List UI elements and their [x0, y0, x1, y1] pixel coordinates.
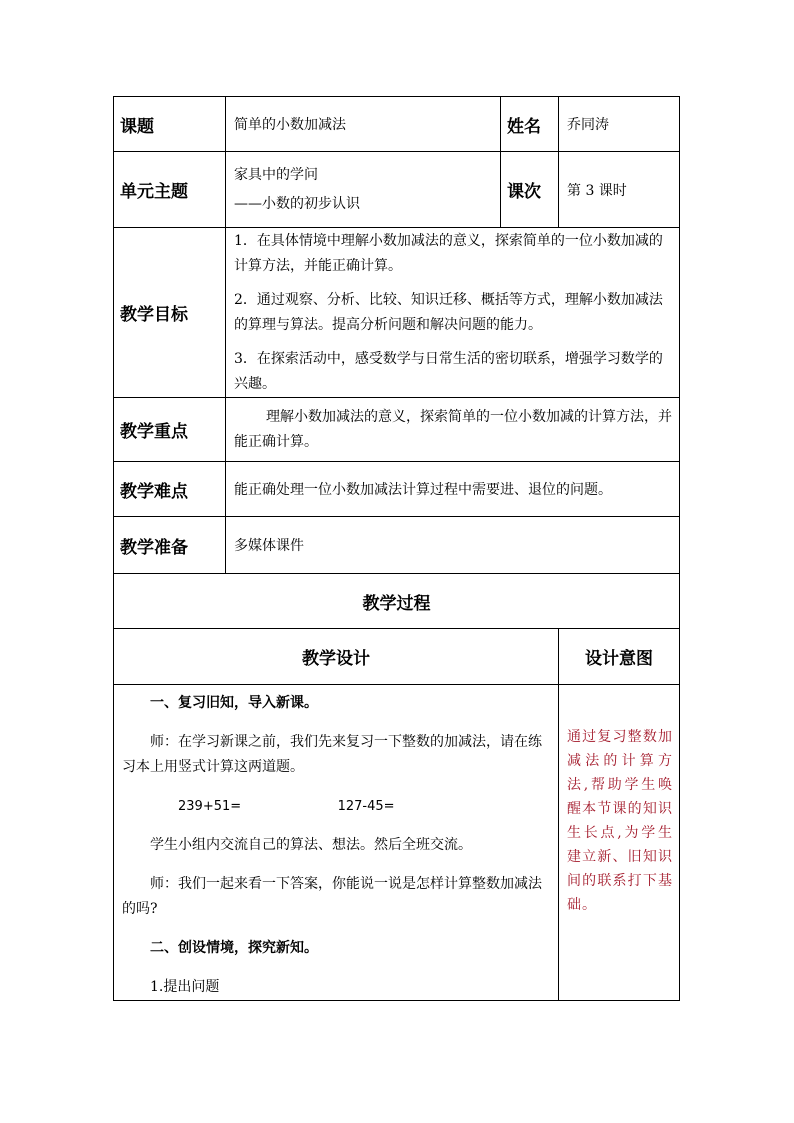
step-1-heading: 1.提出问题: [150, 979, 220, 995]
section-2-heading: 二、创设情境，探究新知。: [150, 940, 318, 956]
row-process-body: [114, 685, 680, 1001]
row-preparation: [114, 517, 680, 574]
row-unit: [114, 152, 680, 228]
lesson-label: 课次: [501, 152, 559, 228]
lesson-plan-table: [113, 96, 680, 1001]
design-content: [114, 685, 559, 1001]
process-title: 教学过程: [114, 574, 680, 629]
intent-header: 设计意图: [559, 629, 680, 685]
unit-line-2: ——小数的初步认识: [234, 195, 360, 212]
intent-note: 通过复习整数加减法的计算方法,帮助学生唤醒本节课的知识生长点,为学生建立新、旧知识间的联系打下基础。: [559, 685, 680, 1001]
expressions-line: [122, 794, 550, 819]
students-line: 学生小组内交流自己的算法、想法。然后全班交流。: [150, 837, 472, 853]
teacher-line-1: 师：在学习新课之前，我们先来复习一下整数的加减法，请在练习本上用竖式计算这两道题。: [122, 734, 542, 775]
row-topic: [114, 97, 680, 152]
goals-label: 教学目标: [114, 228, 226, 398]
unit-line-1: 家具中的学问: [234, 166, 318, 183]
row-key-points: [114, 398, 680, 462]
key-points-text: 理解小数加减法的意义，探索简单的一位小数加减的计算方法，并能正确计算。: [234, 408, 672, 450]
preparation-label: 教学准备: [114, 517, 226, 574]
goal-item-1: 1．在具体情境中理解小数加减法的意义，探索简单的一位小数加减的计算方法，并能正确计算。: [234, 232, 663, 274]
difficulties-label: 教学难点: [114, 462, 226, 517]
expression-1: 239+51=: [178, 799, 242, 814]
preparation-text: 多媒体课件: [226, 517, 680, 574]
row-process-headers: [114, 629, 680, 685]
goal-item-3: 3．在探索活动中，感受数学与日常生活的密切联系，增强学习数学的兴趣。: [234, 350, 663, 392]
row-goals: [114, 228, 680, 398]
expression-2: 127-45=: [337, 799, 395, 814]
row-difficulties: [114, 462, 680, 517]
goals-content: [226, 228, 680, 398]
key-points-label: 教学重点: [114, 398, 226, 462]
topic-value: 简单的小数加减法: [226, 97, 501, 152]
difficulties-text: 能正确处理一位小数加减法计算过程中需要进、退位的问题。: [226, 462, 680, 517]
lesson-value: 第 3 课时: [559, 152, 680, 228]
section-1-heading: 一、复习旧知，导入新课。: [150, 695, 318, 711]
teacher-line-2: 师：我们一起来看一下答案，你能说一说是怎样计算整数加减法的吗?: [122, 876, 542, 917]
name-value: 乔同涛: [559, 97, 680, 152]
name-label: 姓名: [501, 97, 559, 152]
unit-value: [226, 152, 501, 228]
design-header: 教学设计: [114, 629, 559, 685]
key-points-content: [226, 398, 680, 462]
unit-label: 单元主题: [114, 152, 226, 228]
topic-label: 课题: [114, 97, 226, 152]
goal-item-2: 2．通过观察、分析、比较、知识迁移、概括等方式，理解小数加减法的算理与算法。提高分析问题和解决问题的能力。: [234, 291, 663, 333]
row-process-title: [114, 574, 680, 629]
